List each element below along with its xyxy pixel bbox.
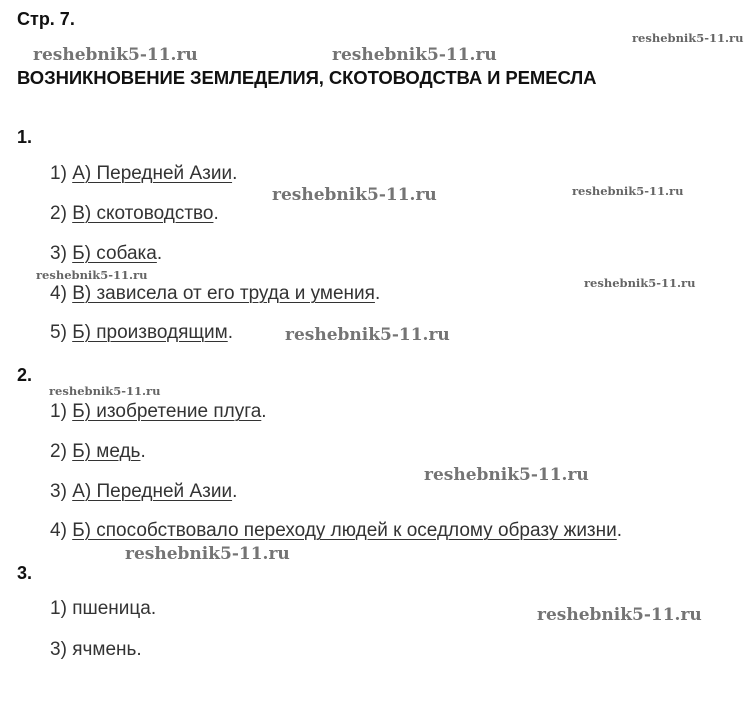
watermark: reshebnik5-11.ru bbox=[537, 605, 702, 625]
answer-line bbox=[50, 520, 622, 542]
answer-end: . bbox=[156, 243, 163, 264]
watermark: reshebnik5-11.ru bbox=[49, 384, 161, 398]
answer-line bbox=[50, 243, 162, 265]
answer-end: . bbox=[616, 520, 623, 541]
answer-end: . bbox=[213, 203, 219, 224]
answer-number: 1) bbox=[50, 401, 67, 422]
answer-number: 1) bbox=[50, 598, 67, 619]
watermark: reshebnik5-11.ru bbox=[285, 325, 450, 345]
watermark: reshebnik5-11.ru bbox=[36, 268, 148, 282]
answer-line bbox=[50, 481, 237, 503]
watermark: reshebnik5-11.ru bbox=[424, 465, 589, 485]
answer-end: . bbox=[232, 481, 238, 502]
answer-line bbox=[50, 639, 142, 661]
answer-number: 2) bbox=[50, 441, 67, 462]
answer-end: . bbox=[232, 163, 238, 184]
answer-number: 3) bbox=[50, 243, 67, 264]
watermark: reshebnik5-11.ru bbox=[584, 276, 696, 290]
answer-number: 1) bbox=[50, 163, 67, 184]
watermark: reshebnik5-11.ru bbox=[572, 184, 684, 198]
answer-number: 3) bbox=[50, 639, 67, 660]
answer-line bbox=[50, 441, 146, 463]
answer-number: 3) bbox=[50, 481, 67, 502]
answer-line bbox=[50, 322, 233, 344]
answer-line bbox=[50, 401, 267, 423]
answer-line bbox=[50, 598, 156, 620]
answer-text: Б) медь bbox=[72, 441, 141, 462]
watermark: reshebnik5-11.ru bbox=[332, 45, 497, 65]
task-number: 1. bbox=[17, 127, 33, 147]
answer-text: Б) изобретение плуга bbox=[72, 401, 262, 422]
task-number: 3. bbox=[17, 563, 33, 583]
answer-line bbox=[50, 203, 219, 225]
answer-text: В) зависела от его труда и умения bbox=[72, 283, 375, 304]
answer-end: . bbox=[261, 401, 267, 422]
answer-text: А) Передней Азии bbox=[72, 481, 233, 502]
answer-text: А) Передней Азии bbox=[72, 163, 233, 184]
answer-text: пшеница. bbox=[72, 598, 157, 619]
answer-line bbox=[50, 283, 380, 305]
answer-text: Б) способствовало переходу людей к оседлому образу жизни bbox=[72, 520, 617, 541]
answer-text: Б) собака bbox=[72, 243, 157, 264]
answer-number: 2) bbox=[50, 203, 67, 224]
watermark: reshebnik5-11.ru bbox=[632, 31, 744, 45]
answer-end: . bbox=[140, 441, 146, 462]
answer-text: Б) производящим bbox=[72, 322, 228, 343]
answer-line bbox=[50, 163, 237, 185]
answer-text: ячмень. bbox=[72, 639, 142, 660]
watermark: reshebnik5-11.ru bbox=[33, 45, 198, 65]
watermark: reshebnik5-11.ru bbox=[272, 185, 437, 205]
answer-number: 4) bbox=[50, 520, 67, 541]
page-title: ВОЗНИКНОВЕНИЕ ЗЕМЛЕДЕЛИЯ, СКОТОВОДСТВА И РЕМЕСЛА bbox=[17, 67, 597, 88]
task-number: 2. bbox=[17, 365, 33, 385]
answer-number: 4) bbox=[50, 283, 67, 304]
answer-text: В) скотоводство bbox=[72, 203, 214, 224]
watermark: reshebnik5-11.ru bbox=[125, 544, 290, 564]
answer-end: . bbox=[227, 322, 234, 343]
page-header: Стр. 7. bbox=[17, 9, 75, 29]
answer-number: 5) bbox=[50, 322, 67, 343]
answer-end: . bbox=[374, 283, 381, 304]
